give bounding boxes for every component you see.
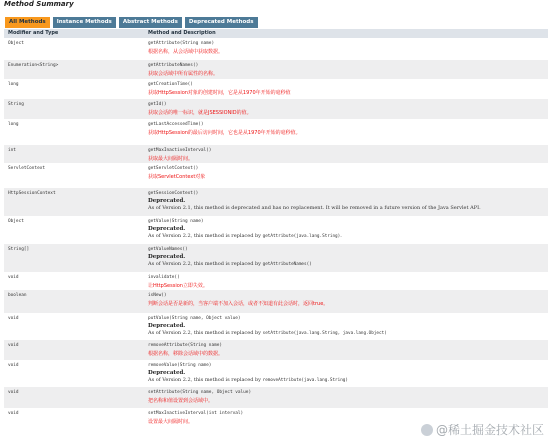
method-cell	[148, 360, 548, 387]
deprecation-note	[148, 261, 548, 267]
method-cell	[148, 188, 548, 216]
method-cell	[148, 387, 548, 408]
table-row	[4, 38, 548, 60]
table-row	[4, 244, 548, 272]
replacement-method-link[interactable]: getAttribute(java.lang.String)	[262, 234, 341, 239]
method-annotation: 设置最大间隔时间。	[148, 419, 194, 425]
method-signature-link[interactable]: setMaxInactiveInterval(int interval)	[148, 411, 244, 416]
deprecated-label: Deprecated.	[148, 254, 186, 260]
method-cell	[148, 340, 548, 360]
method-cell	[148, 38, 548, 60]
table-row	[4, 340, 548, 360]
method-annotation: 让HttpSession立即失效。	[148, 283, 208, 289]
method-tabs	[5, 17, 258, 28]
return-type: void	[8, 411, 19, 416]
column-header-type: Modifier and Type	[8, 30, 59, 36]
tab-instance-methods[interactable]: Instance Methods	[53, 17, 116, 28]
method-annotation: 获取会话的唯一标识，就是JSESSIONID的值。	[148, 110, 252, 116]
method-cell	[148, 216, 548, 244]
return-type: Enumeration<String>	[8, 63, 59, 68]
return-type: boolean	[8, 293, 27, 298]
replacement-method-link[interactable]: setAttribute(java.lang.String, java.lang.Object)	[262, 331, 387, 336]
deprecation-note-text: As of Version 2.2, this method is replaced by	[148, 377, 263, 383]
method-signature-link[interactable]: getValueNames()	[148, 247, 188, 252]
method-annotation: 根据名称，从会话域中获取数据。	[148, 49, 224, 55]
deprecation-note-text: As of Version 2.2, this method is replaced by	[148, 330, 263, 336]
method-signature-link[interactable]: getAttributeNames()	[148, 63, 199, 68]
table-row	[4, 79, 548, 99]
method-annotation: 判断会话是否是新的，当客户端不加入会话，或者不知道有此会话时，返回true。	[148, 301, 329, 307]
method-cell	[148, 313, 548, 340]
deprecation-note	[148, 233, 548, 239]
method-signature-link[interactable]: removeValue(String name)	[148, 363, 212, 368]
method-signature-link[interactable]: getLastAccessedTime()	[148, 122, 204, 127]
deprecation-note	[148, 330, 548, 336]
table-row	[4, 387, 548, 408]
return-type: int	[8, 148, 16, 153]
deprecated-label: Deprecated.	[148, 323, 186, 329]
table-row	[4, 163, 548, 188]
method-cell	[148, 99, 548, 119]
table-row	[4, 60, 548, 79]
replacement-method-link[interactable]: removeAttribute(java.lang.String)	[262, 378, 348, 383]
method-signature-link[interactable]: getSessionContext()	[148, 191, 199, 196]
return-type: long	[8, 82, 19, 87]
method-signature-link[interactable]: getMaxInactiveInterval()	[148, 148, 212, 153]
method-annotation: 获取ServletContext对象	[148, 174, 206, 180]
deprecation-note-text: As of Version 2.2, this method is replaced by	[148, 233, 263, 239]
method-cell	[148, 163, 548, 188]
return-type: String[]	[8, 247, 30, 252]
deprecation-note	[148, 377, 548, 383]
tab-abstract-methods[interactable]: Abstract Methods	[119, 17, 182, 28]
return-type: void	[8, 316, 19, 321]
table-row	[4, 99, 548, 119]
replacement-method-link[interactable]: getAttributeNames()	[262, 262, 312, 267]
return-type: Object	[8, 219, 24, 224]
method-summary-table	[4, 29, 548, 428]
table-header	[4, 29, 548, 38]
return-type: long	[8, 122, 19, 127]
method-signature-link[interactable]: putValue(String name, Object value)	[148, 316, 241, 321]
method-annotation: 把名称和值设置到会话域中。	[148, 398, 214, 404]
method-signature-link[interactable]: setAttribute(String name, Object value)	[148, 390, 252, 395]
deprecation-note-end: .	[340, 233, 342, 239]
deprecation-note-text: As of Version 2.2, this method is replaced by	[148, 261, 263, 267]
tab-all-methods[interactable]: All Methods	[5, 17, 50, 28]
method-cell	[148, 244, 548, 272]
return-type: Object	[8, 41, 24, 46]
method-signature-link[interactable]: getCreationTime()	[148, 82, 193, 87]
method-cell	[148, 60, 548, 79]
method-annotation: 获取会话域中所有属性的名称。	[148, 71, 219, 77]
method-cell	[148, 119, 548, 145]
column-header-method: Method and Description	[148, 30, 216, 36]
method-cell	[148, 290, 548, 313]
watermark	[421, 421, 544, 438]
method-cell	[148, 145, 548, 163]
method-annotation: 获取HttpSession对象的创建时间，它是从1970年开始的毫秒值	[148, 90, 291, 96]
table-row	[4, 313, 548, 340]
return-type: void	[8, 363, 19, 368]
method-signature-link[interactable]: isNew()	[148, 293, 167, 298]
method-signature-link[interactable]: getId()	[148, 102, 167, 107]
return-type: void	[8, 275, 19, 280]
method-rows	[4, 38, 548, 428]
watermark-text: @稀土掘金技术社区	[435, 423, 544, 437]
deprecated-label: Deprecated.	[148, 198, 186, 204]
method-signature-link[interactable]: getServletContext()	[148, 166, 199, 171]
return-type: void	[8, 343, 19, 348]
method-signature-link[interactable]: getAttribute(String name)	[148, 41, 215, 46]
method-signature-link[interactable]: getValue(String name)	[148, 219, 204, 224]
method-annotation: 根据名称，移除会话域中的数据。	[148, 351, 224, 357]
return-type: void	[8, 390, 19, 395]
method-annotation: 获取最大间隔时间。	[148, 156, 194, 162]
method-cell	[148, 79, 548, 99]
method-cell	[148, 272, 548, 290]
juejin-logo-icon	[421, 424, 433, 436]
table-row	[4, 119, 548, 145]
deprecation-note: As of Version 2.1, this method is deprecated and has no replacement. It will be removed in a future version of the Java Servlet API.	[148, 205, 481, 211]
table-row	[4, 216, 548, 244]
deprecated-label: Deprecated.	[148, 226, 186, 232]
tab-deprecated-methods[interactable]: Deprecated Methods	[185, 17, 258, 28]
return-type: HttpSessionContext	[8, 191, 56, 196]
table-row	[4, 145, 548, 163]
table-row	[4, 188, 548, 216]
return-type: ServletContext	[8, 166, 46, 171]
table-row	[4, 290, 548, 313]
return-type: String	[8, 102, 24, 107]
deprecated-label: Deprecated.	[148, 370, 186, 376]
method-signature-link[interactable]: invalidate()	[148, 275, 180, 280]
table-row	[4, 360, 548, 387]
page-title: Method Summary	[4, 0, 74, 8]
method-signature-link[interactable]: removeAttribute(String name)	[148, 343, 223, 348]
table-row	[4, 272, 548, 290]
method-annotation: 获取HttpSession的最后访问时间，它也是从1970年开始的毫秒值。	[148, 130, 301, 136]
